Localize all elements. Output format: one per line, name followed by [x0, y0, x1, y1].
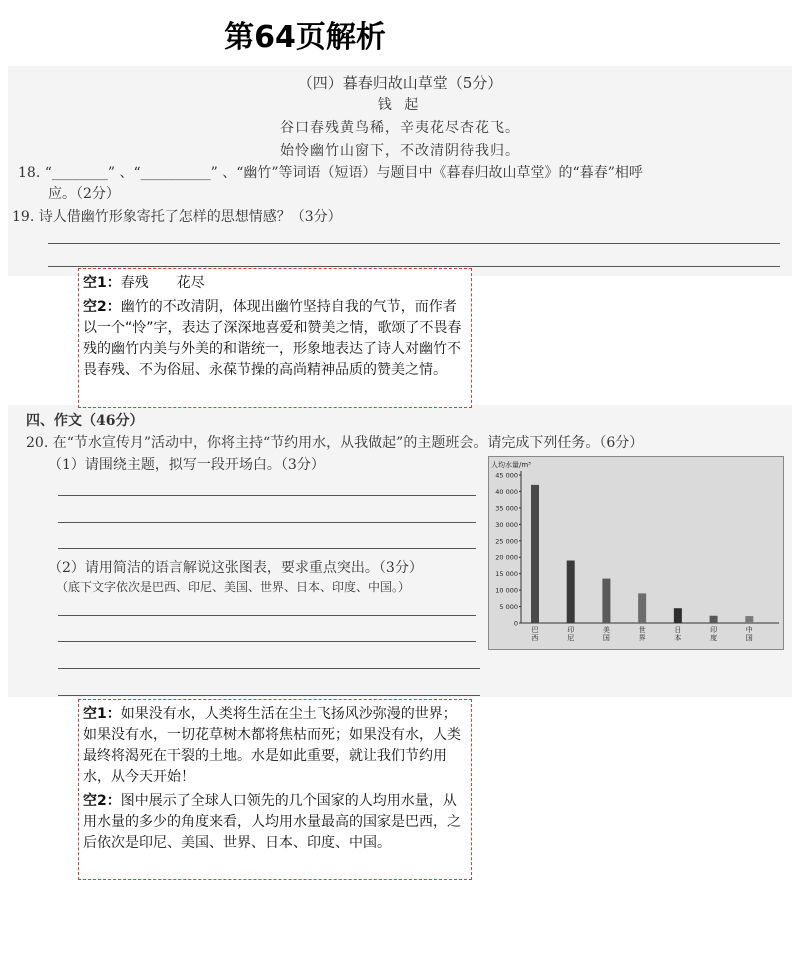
x-tick-label: 本: [674, 634, 682, 642]
blank1-label: 空1：: [83, 275, 121, 291]
answer-rule: [48, 266, 780, 267]
y-axis-label: 人均水量/m³: [491, 461, 531, 469]
bar: [710, 616, 718, 623]
y-tick-label: 5 000: [499, 603, 518, 612]
question-19: 19. 诗人借幽竹形象寄托了怎样的思想情感？（3分）: [12, 209, 342, 225]
x-tick-label: 度: [710, 634, 718, 642]
poem-title: （四）暮春归故山草堂（5分）: [297, 74, 503, 92]
y-tick-label: 20 000: [495, 553, 518, 562]
bar: [638, 593, 646, 623]
answer-rule: [58, 668, 480, 669]
bar: [567, 561, 575, 623]
answer-rule: [58, 615, 476, 616]
bar: [745, 616, 753, 623]
x-tick-label: 印: [567, 626, 575, 634]
poem-author: 钱 起: [377, 97, 423, 113]
blank2-label: 空2：: [83, 793, 121, 809]
x-tick-label: 国: [602, 634, 610, 642]
water-per-capita-chart: [488, 456, 784, 650]
blank2-answer: 幽竹的不改清阴，体现出幽竹坚持自我的气节，而作者以一个“怜”字，表达了深深地喜爱和赞美之情，歌颂了不畏春残的幽竹内美与外美的和谐统一，形象地表达了诗人对幽竹不畏春残、不为俗屈、永葆节操的高尚精神品质的赞美之情。: [83, 299, 462, 378]
section-heading: 四、作文（46分）: [26, 413, 144, 429]
page-title: 第64页解析: [224, 20, 386, 55]
answer-rule: [58, 522, 476, 523]
blank1-label: 空1：: [83, 706, 121, 722]
blank2-answer: 图中展示了全球人口领先的几个国家的人均用水量，从用水量的多少的角度来看，人均用水量最高的国家是巴西，之后依次是印尼、美国、世界、日本、印度、中国。: [83, 793, 461, 851]
answer-rule: [58, 695, 480, 696]
y-tick-label: 45 000: [495, 471, 518, 480]
answer-box-2: [78, 699, 472, 880]
question-20-task2: （2）请用简洁的语言解说这张图表，要求重点突出。（3分）: [48, 560, 423, 576]
bar: [531, 485, 539, 623]
question-20-stem: 20. 在“节水宣传月”活动中，你将主持“节约用水，从我做起”的主题班会。请完成下列任务。（6分）: [26, 435, 644, 451]
question-18-line1: 18. “________” 、“__________” 、“幽竹”等词语（短语）与题目中《暮春归故山草堂》的“暮春”相呼: [18, 165, 643, 181]
question-20-task1: （1）请围绕主题，拟写一段开场白。（3分）: [48, 457, 325, 473]
x-tick-label: 界: [638, 634, 646, 642]
answer-box-1: [78, 268, 472, 408]
y-tick-label: 40 000: [495, 487, 518, 496]
x-tick-label: 西: [531, 634, 539, 642]
blank1-answer: 春残 花尽: [120, 275, 205, 291]
bar: [674, 608, 682, 623]
bar-chart: [489, 457, 783, 649]
x-tick-label: 日: [674, 626, 682, 634]
x-tick-label: 尼: [567, 634, 575, 642]
bar: [602, 579, 610, 623]
y-tick-label: 15 000: [495, 570, 518, 579]
x-tick-label: 中: [745, 626, 753, 634]
question-20-note: （底下文字依次是巴西、印尼、美国、世界、日本、印度、中国。）: [56, 580, 411, 594]
poem-line: 谷口春残黄鸟稀，辛夷花尽杏花飞。: [280, 120, 520, 136]
y-tick-label: 10 000: [495, 586, 518, 595]
answer-rule: [48, 243, 780, 244]
answer-rule: [58, 548, 476, 549]
question-18-line2: 应。（2分）: [48, 186, 120, 202]
blank1-answer: 如果没有水，人类将生活在尘土飞扬风沙弥漫的世界；如果没有水，一切花草树木都将焦枯而死；如果没有水，人类最终将渴死在干裂的土地。水是如此重要，就让我们节约用水，从今天开始！: [83, 706, 461, 785]
x-tick-label: 巴: [531, 626, 539, 634]
x-tick-label: 世: [638, 626, 646, 634]
x-tick-label: 印: [710, 626, 718, 634]
blank2-label: 空2：: [83, 299, 121, 315]
poem-line: 始怜幽竹山窗下，不改清阴待我归。: [280, 143, 520, 159]
y-tick-label: 25 000: [495, 537, 518, 546]
y-tick-label: 30 000: [495, 520, 518, 529]
answer-rule: [58, 641, 476, 642]
x-tick-label: 美: [602, 626, 610, 634]
x-tick-label: 国: [745, 634, 753, 642]
y-tick-label: 35 000: [495, 504, 518, 513]
answer-rule: [58, 495, 476, 496]
y-tick-label: 0: [513, 619, 518, 628]
